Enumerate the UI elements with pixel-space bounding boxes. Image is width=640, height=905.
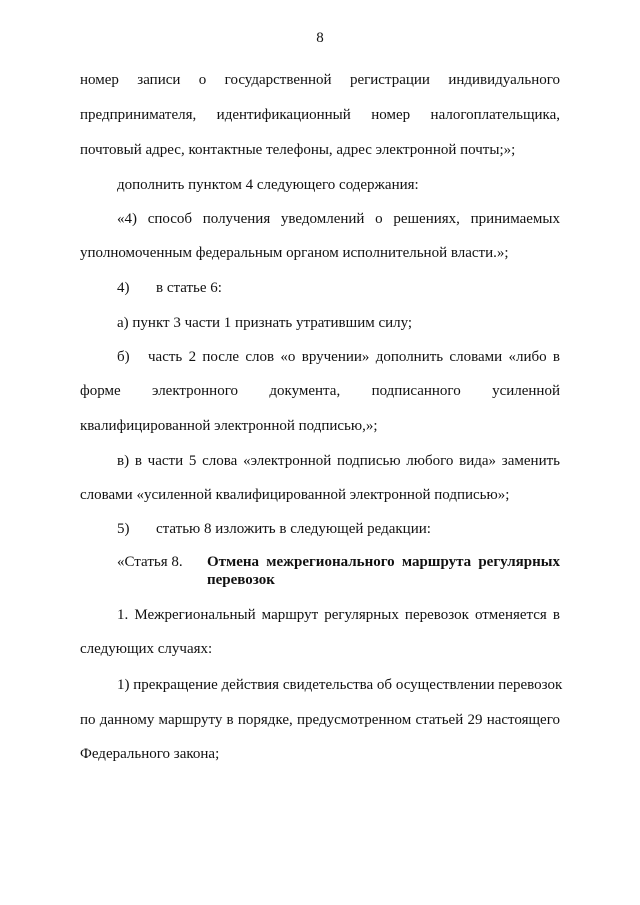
text-line: 1) прекращение действия свидетельства об осуществлении перевозок xyxy=(117,677,563,693)
text-line: почтовый адрес, контактные телефоны, адрес электронной почты;»; xyxy=(80,142,516,158)
article-title-line: перевозок xyxy=(207,572,275,588)
text-line: в) в части 5 слова «электронной подписью любого вида» заменить xyxy=(117,453,560,469)
text-line: следующих случаях: xyxy=(80,641,213,657)
item-number: 4) xyxy=(117,280,130,296)
item-number: 5) xyxy=(117,521,130,537)
article-label: «Статья 8. xyxy=(117,554,183,570)
text-line: дополнить пунктом 4 следующего содержания: xyxy=(117,177,419,193)
text-line: Федерального закона; xyxy=(80,746,220,762)
page-number: 8 xyxy=(316,30,324,46)
text-line: номер записи о государственной регистрации индивидуального xyxy=(80,72,560,88)
text-line: предпринимателя, идентификационный номер налогоплательщика, xyxy=(80,107,560,123)
item-text: часть 2 после слов «о вручении» дополнить словами «либо в xyxy=(148,349,560,365)
text-line: уполномоченным федеральным органом исполнительной власти.»; xyxy=(80,245,509,261)
text-line: а) пункт 3 части 1 признать утратившим силу; xyxy=(117,315,413,331)
text-line: словами «усиленной квалифицированной электронной подписью»; xyxy=(80,487,510,503)
item-number: б) xyxy=(117,349,130,365)
text-line: по данному маршруту в порядке, предусмотренном статьей 29 настоящего xyxy=(80,712,560,728)
text-line: квалифицированной электронной подписью,»; xyxy=(80,418,378,434)
item-text: статью 8 изложить в следующей редакции: xyxy=(156,521,431,537)
article-title xyxy=(207,553,560,589)
item-text: в статье 6: xyxy=(156,280,222,296)
text-line: «4) способ получения уведомлений о решениях, принимаемых xyxy=(117,211,560,227)
article-title-line: Отмена межрегионального маршрута регулярных xyxy=(207,554,560,570)
text-line: 1. Межрегиональный маршрут регулярных перевозок отменяется в xyxy=(117,607,560,623)
text-line: форме электронного документа, подписанного усиленной xyxy=(80,383,560,399)
